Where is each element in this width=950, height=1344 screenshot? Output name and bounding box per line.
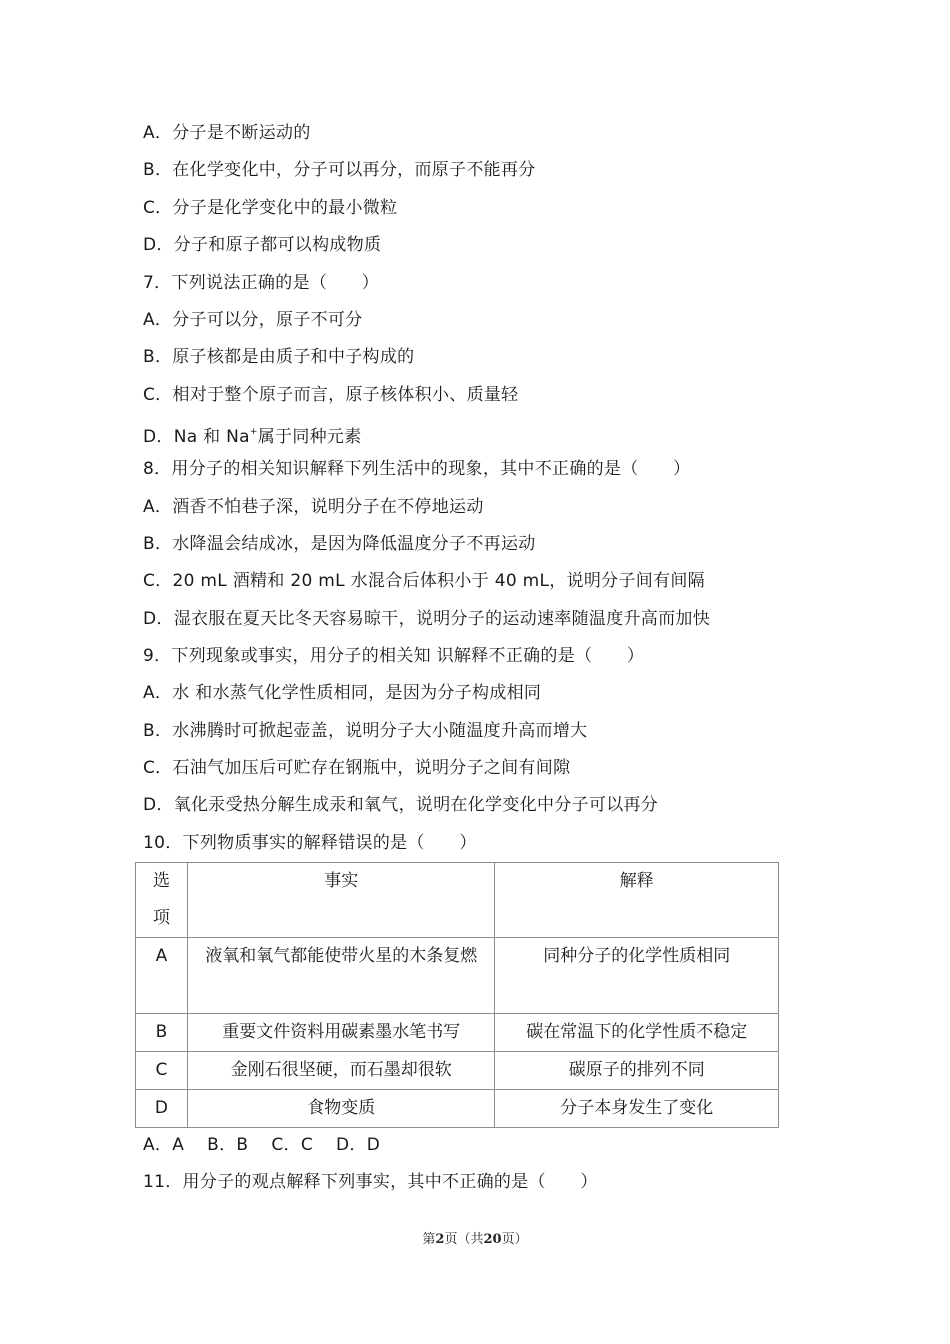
option-9d: D．氧化汞受热分解生成汞和氧气，说明在化学变化中分子可以再分	[143, 795, 659, 815]
table-cell: 金刚石很坚硬，而石墨却很软	[187, 1052, 495, 1090]
footer-pre: 第	[422, 1232, 436, 1247]
table-cell: 食物变质	[187, 1090, 495, 1128]
table-cell: 重要文件资料用碳素墨水笔书写	[187, 1014, 495, 1052]
page-footer	[0, 1228, 950, 1247]
table-row	[136, 1052, 779, 1090]
table-cell: C	[136, 1052, 188, 1090]
table-cell: D	[136, 1090, 188, 1128]
facts-table	[135, 862, 779, 1128]
question-11: 11．用分子的观点解释下列事实，其中不正确的是（ ）	[143, 1172, 598, 1192]
question-9: 9．下列现象或事实，用分子的相关知 识解释不正确的是（ ）	[143, 646, 645, 666]
table-header-row	[136, 863, 779, 938]
option-7d-suffix: 属于同种元素	[257, 427, 362, 447]
footer-page-number: 2	[435, 1232, 445, 1247]
option-9b: B．水沸腾时可掀起壶盖，说明分子大小随温度升高而增大	[143, 721, 588, 741]
table-cell: 碳原子的排列不同	[495, 1052, 779, 1090]
table-header-cell: 解释	[495, 863, 779, 938]
option-6a: A．分子是不断运动的	[143, 123, 311, 143]
option-7d-prefix: D．Na 和 Na	[143, 427, 250, 447]
option-7d	[143, 417, 362, 447]
table-row	[136, 1090, 779, 1128]
option-6b: B．在化学变化中，分子可以再分，而原子不能再分	[143, 160, 536, 180]
option-8a: A．酒香不怕巷子深，说明分子在不停地运动	[143, 497, 484, 517]
table-cell: 碳在常温下的化学性质不稳定	[495, 1014, 779, 1052]
option-7c: C．相对于整个原子而言，原子核体积小、质量轻	[143, 385, 519, 405]
question-8: 8．用分子的相关知识解释下列生活中的现象，其中不正确的是（ ）	[143, 459, 691, 479]
option-8c: C．20 mL 酒精和 20 mL 水混合后体积小于 40 mL，说明分子间有间隔	[143, 571, 705, 591]
option-9c: C．石油气加压后可贮存在钢瓶中，说明分子之间有间隙	[143, 758, 571, 778]
table-row	[136, 1014, 779, 1052]
option-6d: D．分子和原子都可以构成物质	[143, 235, 382, 255]
table-cell: 液氧和氧气都能使带火星的木条复燃	[187, 938, 495, 1014]
option-9a: A．水 和水蒸气化学性质相同，是因为分子构成相同	[143, 683, 542, 703]
footer-mid: 页（共	[444, 1232, 484, 1247]
footer-total-pages: 20	[483, 1232, 502, 1247]
superscript-plus: +	[249, 427, 258, 437]
table-cell: 分子本身发生了变化	[495, 1090, 779, 1128]
table-cell: B	[136, 1014, 188, 1052]
table-cell: 同种分子的化学性质相同	[495, 938, 779, 1014]
question-10: 10．下列物质事实的解释错误的是（ ）	[143, 833, 477, 853]
answer-options-10: A．A B．B C．C D．D	[143, 1135, 381, 1155]
table-header-cell: 事实	[187, 863, 495, 938]
header-option: 选项	[152, 871, 170, 928]
table-header-cell	[136, 863, 188, 938]
option-7a: A．分子可以分，原子不可分	[143, 310, 363, 330]
option-6c: C．分子是化学变化中的最小微粒	[143, 198, 398, 218]
option-8b: B．水降温会结成冰，是因为降低温度分子不再运动	[143, 534, 536, 554]
question-7: 7．下列说法正确的是（ ）	[143, 273, 380, 293]
table-cell: A	[136, 938, 188, 1014]
option-7b: B．原子核都是由质子和中子构成的	[143, 347, 415, 367]
footer-post: 页）	[501, 1232, 528, 1247]
table-row	[136, 938, 779, 1014]
option-8d: D．湿衣服在夏天比冬天容易晾干，说明分子的运动速率随温度升高而加快	[143, 609, 710, 629]
